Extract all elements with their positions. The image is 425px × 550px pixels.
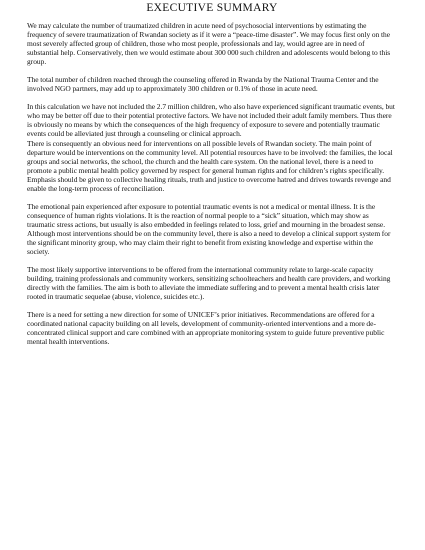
paragraph-calculation: In this calculation we have not included the 2.7 million children, who also have experienced significant traumatic events, but who may be better off due to their potential protective factors. We have not included their adult family members. Thus there is obviously no means by which the consequences of the high frequency of exposure to severe and potentially traumatic events could be alleviated just through a counseling or clinical approach. xyxy=(27,102,395,139)
paragraph-emotional-pain: The emotional pain experienced after exposure to potential traumatic events is not a medical or mental illness. It is the consequence of human rights violations. It is the reaction of normal people to a “sick” situation, which may show as traumatic stress actions, but usually is also embedded in feelings related to loss, grief and mourning in the broadest sense. Although most interventions should be on the community level, there is also a need to develop a clinical support system for the significant minority group, who may claim their right to benefit from existing knowledge and expertise within the society. xyxy=(27,201,391,257)
page-title: EXECUTIVE SUMMARY xyxy=(146,2,278,14)
paragraph-estimate: We may calculate the number of traumatized children in acute need of psychosocial interventions by estimating the frequency of severe traumatization of Rwandan society as if it were a “peace-time disaster”. We may focus first only on the most severely affected group of children, those who most people, professionals and lay, would agree are in need of substantial help. Conservatively, then we would estimate about 300 000 such children and adolescents would belong to this group. xyxy=(27,21,391,67)
paragraph-recommendations: There is a need for setting a new direction for some of UNICEF’s prior initiatives. Recommendations are offered for a coordinated national capacity building on all levels, development of community-oriented interventions and a more de-concentrated clinical support and care combined with an appropriate monitoring system to guide future preventive public mental health interventions. xyxy=(27,310,385,347)
paragraph-interventions: The most likely supportive interventions to be offered from the international community relate to large-scale capacity building, training professionals and community workers, sensitizing schoolteachers and health care providers, and working directly with the families. The aim is both to alleviate the immediate suffering and to prevent a mental health crisis later rooted in traumatic sequelae (abuse, violence, suicides etc.). xyxy=(27,265,391,302)
paragraph-community-need: There is consequently an obvious need for interventions on all possible levels of Rwandan society. The main point of departure would be interventions on the community level. All potential resources have to be involved: the families, the local groups and social networks, the school, the church and the health care system. On the national level, there is a need to promote a public mental health policy governed by respect for general human rights and for children’s rights specifically. Emphasis should be given to collective healing rituals, truth and justice to overcome hatred and drives towards revenge and enable the long-term process of reconciliation. xyxy=(27,138,393,193)
paragraph-reach: The total number of children reached through the counseling offered in Rwanda by the National Trauma Center and the involved NGO partners, may add up to approximately 300 children or 0.1% of those in acute need. xyxy=(27,75,379,94)
